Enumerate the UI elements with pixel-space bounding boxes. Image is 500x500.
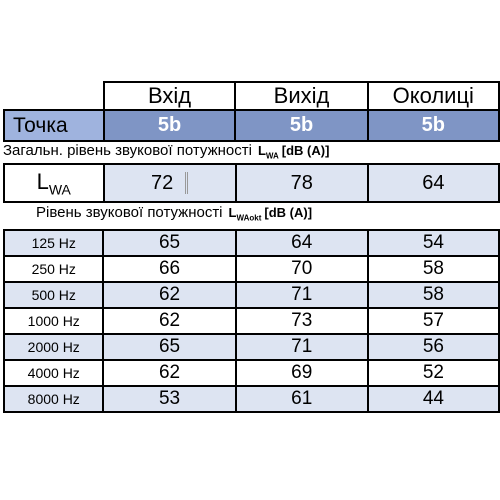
band-value-inlet: 62 (103, 308, 235, 334)
band-label: 500 Hz (4, 282, 103, 308)
band-value-surroundings: 56 (368, 334, 499, 360)
band-value-outlet: 70 (236, 256, 368, 282)
band-value-outlet: 71 (236, 282, 368, 308)
band-value-outlet: 64 (236, 230, 368, 256)
table-row (4, 308, 499, 334)
overall-value-outlet: 78 (236, 164, 368, 202)
corner-cell (4, 82, 104, 110)
band-value-inlet: 66 (103, 256, 235, 282)
band-value-surroundings: 52 (368, 360, 499, 386)
octave-caption-unit: [dB (A)] (264, 205, 313, 220)
band-value-surroundings: 54 (368, 230, 499, 256)
point-label: Точка (4, 110, 104, 141)
header-table (3, 81, 500, 142)
point-value-outlet: 5b (235, 110, 367, 141)
overall-value-inlet[interactable]: 72 (104, 164, 236, 202)
band-value-surroundings: 58 (368, 282, 499, 308)
overall-caption (3, 142, 329, 161)
band-value-outlet: 73 (236, 308, 368, 334)
overall-value-surroundings: 64 (368, 164, 499, 202)
band-label: 4000 Hz (4, 360, 103, 386)
column-header-row (4, 82, 499, 110)
band-value-inlet: 65 (103, 230, 235, 256)
column-header-surroundings: Околиці (368, 82, 499, 110)
band-value-outlet: 71 (236, 334, 368, 360)
table-row (4, 386, 499, 412)
band-label: 8000 Hz (4, 386, 103, 412)
point-value-inlet: 5b (104, 110, 236, 141)
overall-caption-symbol: $L_{WA}$ (257, 143, 279, 161)
octave-caption (36, 204, 312, 223)
octave-table (3, 229, 500, 413)
table-row (4, 334, 499, 360)
band-value-inlet: 53 (103, 386, 235, 412)
overall-caption-text: Загальн. рівень звукової потужності (3, 142, 252, 159)
band-value-surroundings: 57 (368, 308, 499, 334)
text-cursor (185, 172, 188, 194)
band-value-inlet: 62 (103, 360, 235, 386)
column-header-inlet: Вхід (104, 82, 236, 110)
column-header-outlet: Вихід (235, 82, 367, 110)
octave-caption-text: Рівень звукової потужності (36, 204, 223, 221)
overall-caption-unit: [dB (A)] (281, 143, 330, 158)
band-value-surroundings: 44 (368, 386, 499, 412)
table-row (4, 230, 499, 256)
band-label: 1000 Hz (4, 308, 103, 334)
overall-row-label: $L_{WA}$ (4, 164, 104, 202)
band-value-inlet: 62 (103, 282, 235, 308)
band-value-outlet: 61 (236, 386, 368, 412)
point-value-surroundings: 5b (368, 110, 499, 141)
overall-row (4, 164, 499, 202)
band-label: 2000 Hz (4, 334, 103, 360)
overall-table (3, 163, 500, 203)
band-value-inlet: 65 (103, 334, 235, 360)
point-row (4, 110, 499, 141)
table-row (4, 282, 499, 308)
band-label: 250 Hz (4, 256, 103, 282)
octave-caption-symbol: $L_{WAokt}$ (228, 205, 262, 223)
band-label: 125 Hz (4, 230, 103, 256)
band-value-surroundings: 58 (368, 256, 499, 282)
table-row (4, 360, 499, 386)
table-row (4, 256, 499, 282)
band-value-outlet: 69 (236, 360, 368, 386)
